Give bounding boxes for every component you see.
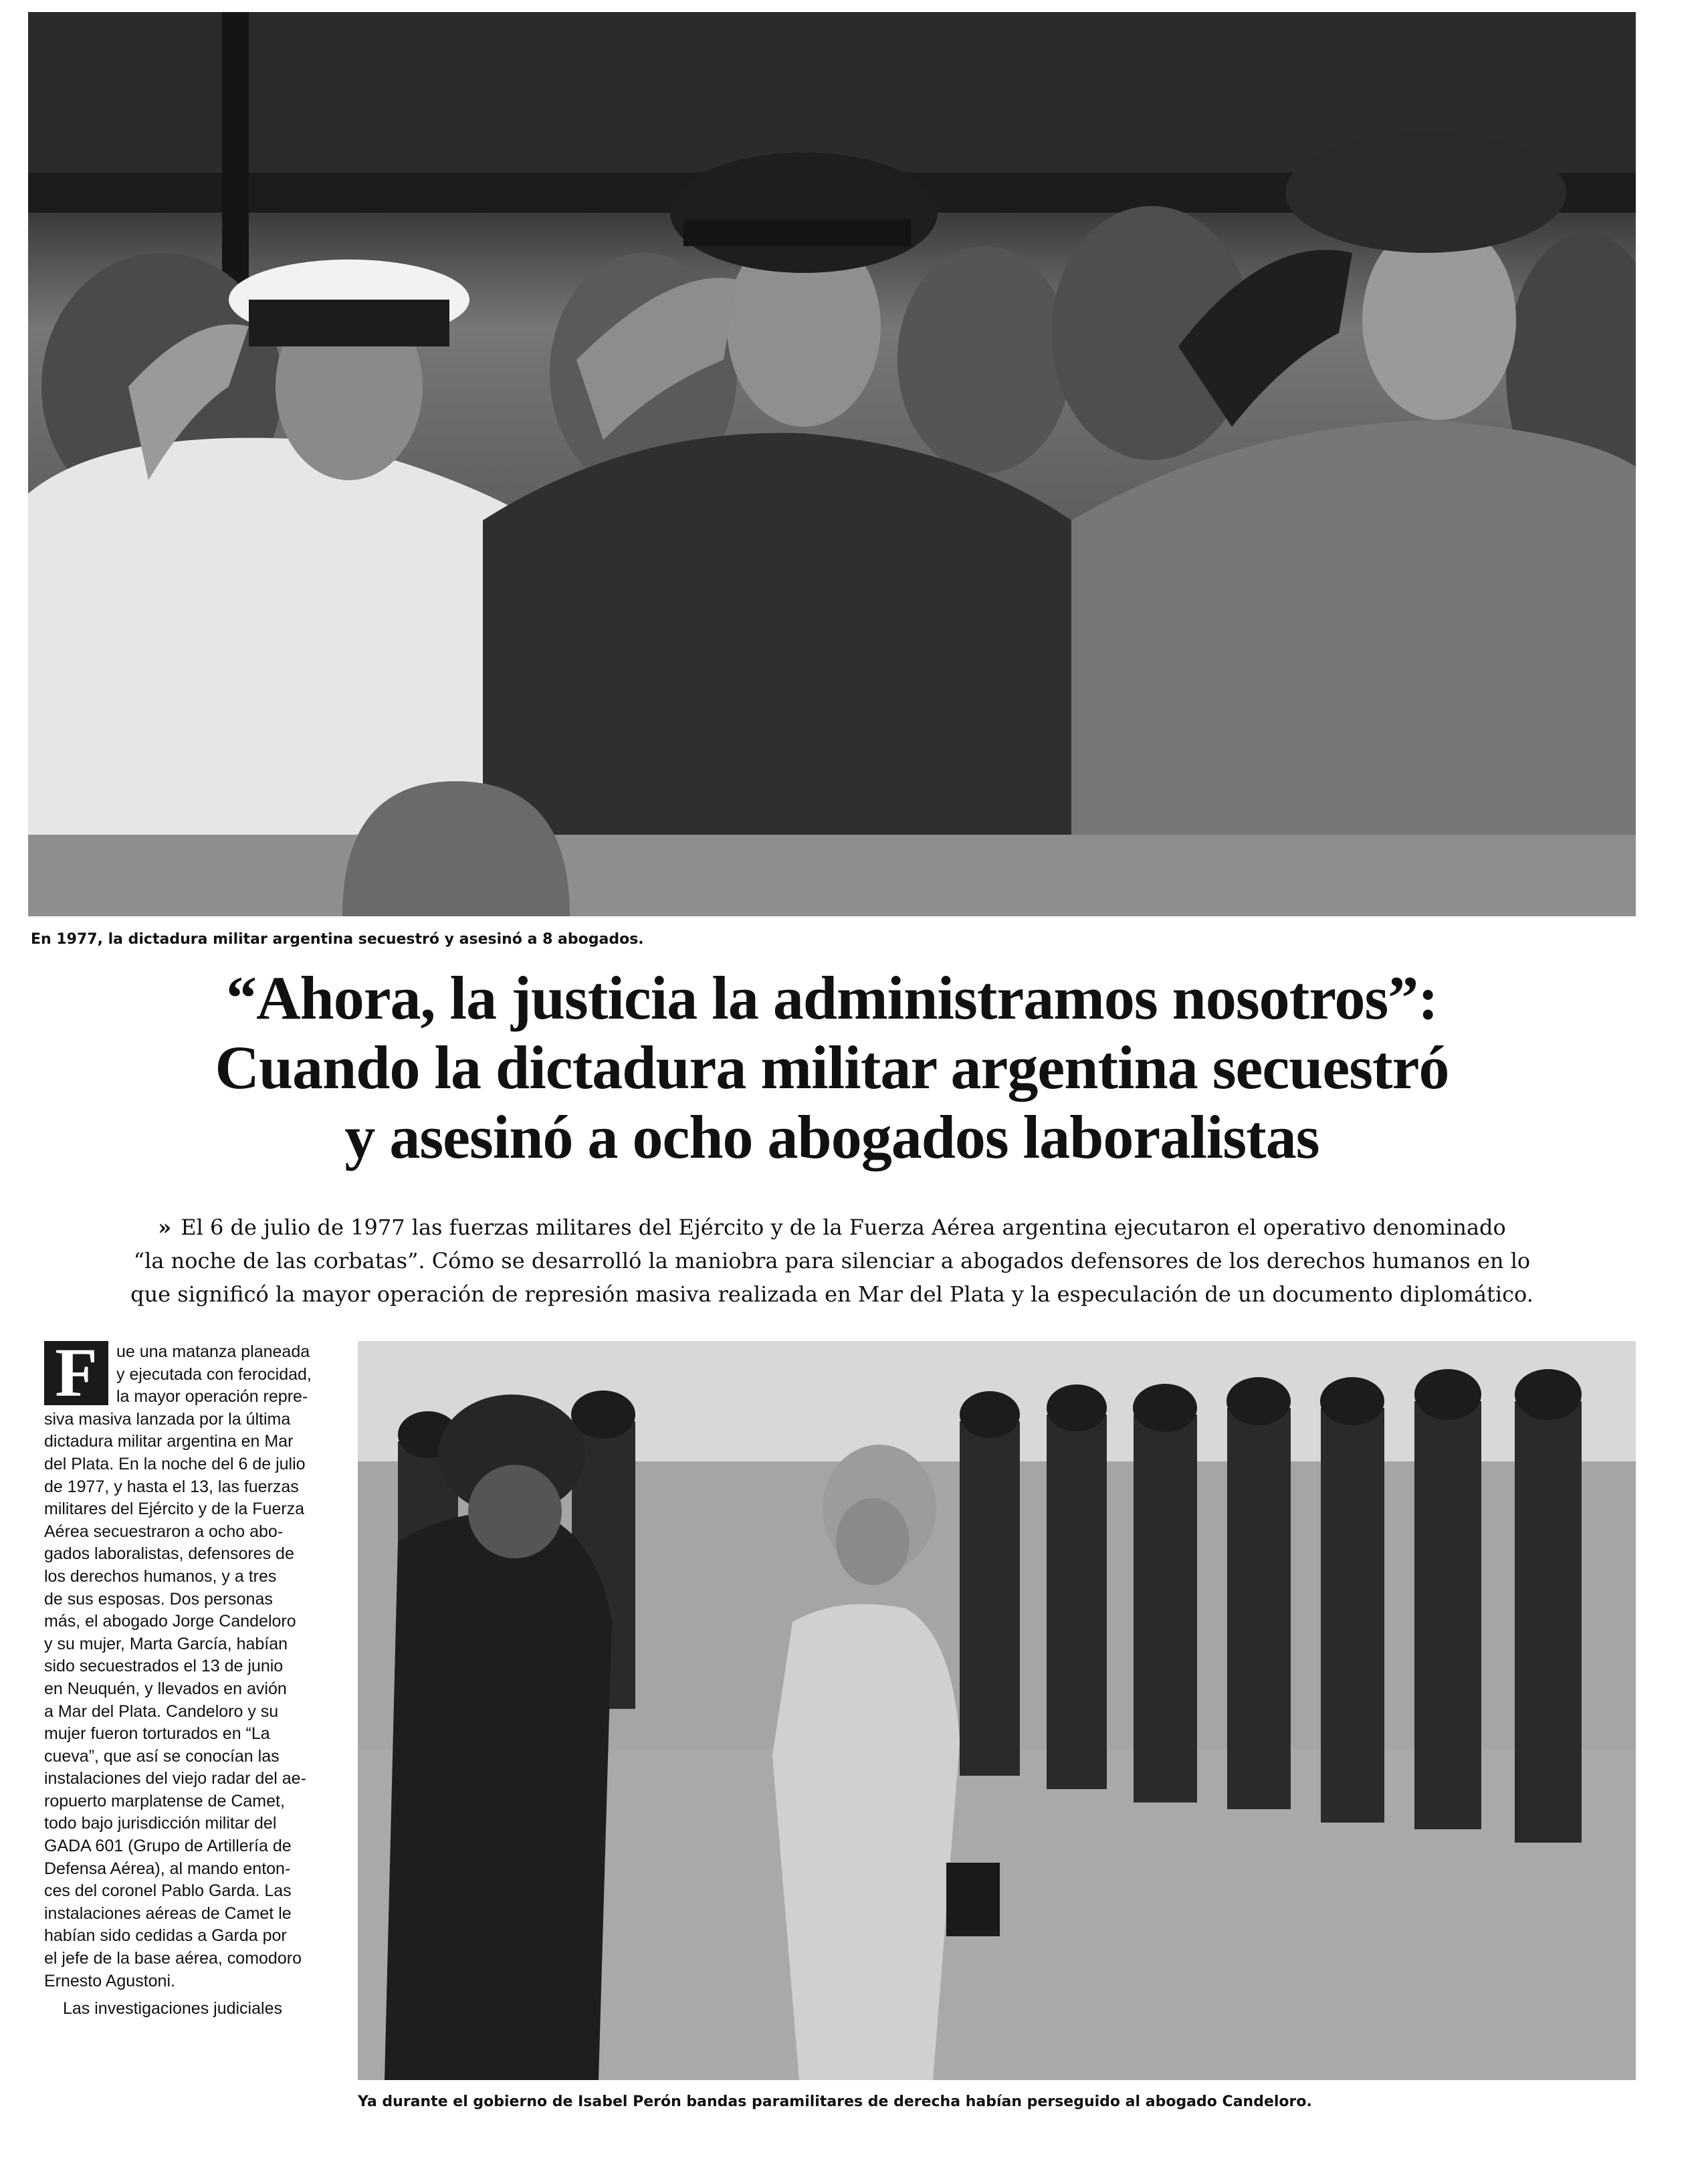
headline-line: “Ahora, la justicia la administramos nosotros”:	[226, 964, 1438, 1032]
body-line: de sus esposas. Dos personas	[44, 1589, 273, 1609]
top-photo	[28, 12, 1636, 916]
deck-line: “la noche de las corbatas”. Cómo se desarrolló la maniobra para silenciar a abogados defensores de los derechos humanos en lo	[133, 1248, 1531, 1273]
headline-line: Cuando la dictadura militar argentina secuestró	[215, 1033, 1449, 1102]
body-line: dictadura militar argentina en Mar	[44, 1432, 294, 1451]
top-photo-illustration	[28, 12, 1636, 916]
body-line: sido secuestrados el 13 de junio	[44, 1657, 284, 1676]
body-line: instalaciones del viejo radar del ae-	[44, 1769, 306, 1788]
body-line: siva masiva lanzada por la última	[44, 1409, 291, 1429]
bottom-photo-illustration	[358, 1341, 1636, 2080]
body-line: instalaciones aéreas de Camet le	[44, 1903, 292, 1923]
bottom-photo	[358, 1341, 1636, 2080]
body-line: el jefe de la base aérea, comodoro	[44, 1949, 302, 1968]
body-line: Ernesto Agustoni.	[44, 1971, 175, 1990]
deck-line	[28, 1211, 1636, 1244]
body-line: del Plata. En la noche del 6 de julio	[44, 1454, 306, 1473]
body-line: GADA 601 (Grupo de Artillería de	[44, 1837, 292, 1856]
deck	[28, 1211, 1636, 1311]
body-line: ces del coronel Pablo Garda. Las	[44, 1881, 292, 1901]
body-line: militares del Ejército y de la Fuerza	[44, 1500, 305, 1519]
body-line: de 1977, y hasta el 13, las fuerzas	[44, 1477, 299, 1496]
body-line: y su mujer, Marta García, habían	[44, 1634, 288, 1653]
bottom-photo-caption: Ya durante el gobierno de Isabel Perón bandas paramilitares de derecha habían perseguido al abogado Candeloro.	[358, 2093, 1312, 2110]
body-line: ue una matanza planeada	[116, 1342, 310, 1361]
body-line: los derechos humanos, y a tres	[44, 1566, 277, 1586]
body-line: Las investigaciones judiciales	[63, 1999, 282, 2019]
headline-line: y asesinó a ocho abogados laboralistas	[344, 1103, 1319, 1171]
top-photo-caption: En 1977, la dictadura militar argentina secuestró y asesinó a 8 abogados.	[31, 931, 644, 948]
body-line: ropuerto marplatense de Camet,	[44, 1791, 285, 1811]
deck-line: que significó la mayor operación de represión masiva realizada en Mar del Plata y la especulación de un documento diplomático.	[130, 1281, 1533, 1307]
body-line: y ejecutada con ferocidad,	[116, 1364, 312, 1384]
headline	[28, 963, 1636, 1172]
deck-bullet-icon: »	[158, 1215, 172, 1240]
body-line: a Mar del Plata. Candeloro y su	[44, 1702, 279, 1721]
deck-line-text: El 6 de julio de 1977 las fuerzas militares del Ejército y de la Fuerza Aérea argentina ejecutaron el operativo denominado	[181, 1215, 1506, 1240]
body-line: la mayor operación repre-	[116, 1387, 308, 1407]
body-line: mujer fueron torturados en “La	[44, 1724, 270, 1744]
article-body	[44, 1334, 332, 2021]
body-line: habían sido cedidas a Garda por	[44, 1926, 287, 1946]
body-line: Aérea secuestraron a ocho abo-	[44, 1522, 284, 1541]
body-line: más, el abogado Jorge Candeloro	[44, 1612, 296, 1631]
body-line: cueva”, que así se conocían las	[44, 1746, 280, 1766]
body-line: gados laboralistas, defensores de	[44, 1544, 294, 1564]
body-line: todo bajo jurisdicción militar del	[44, 1814, 277, 1833]
body-line: Defensa Aérea), al mando enton-	[44, 1859, 291, 1878]
body-line: en Neuquén, y llevados en avión	[44, 1679, 287, 1698]
drop-cap: F	[44, 1341, 108, 1405]
